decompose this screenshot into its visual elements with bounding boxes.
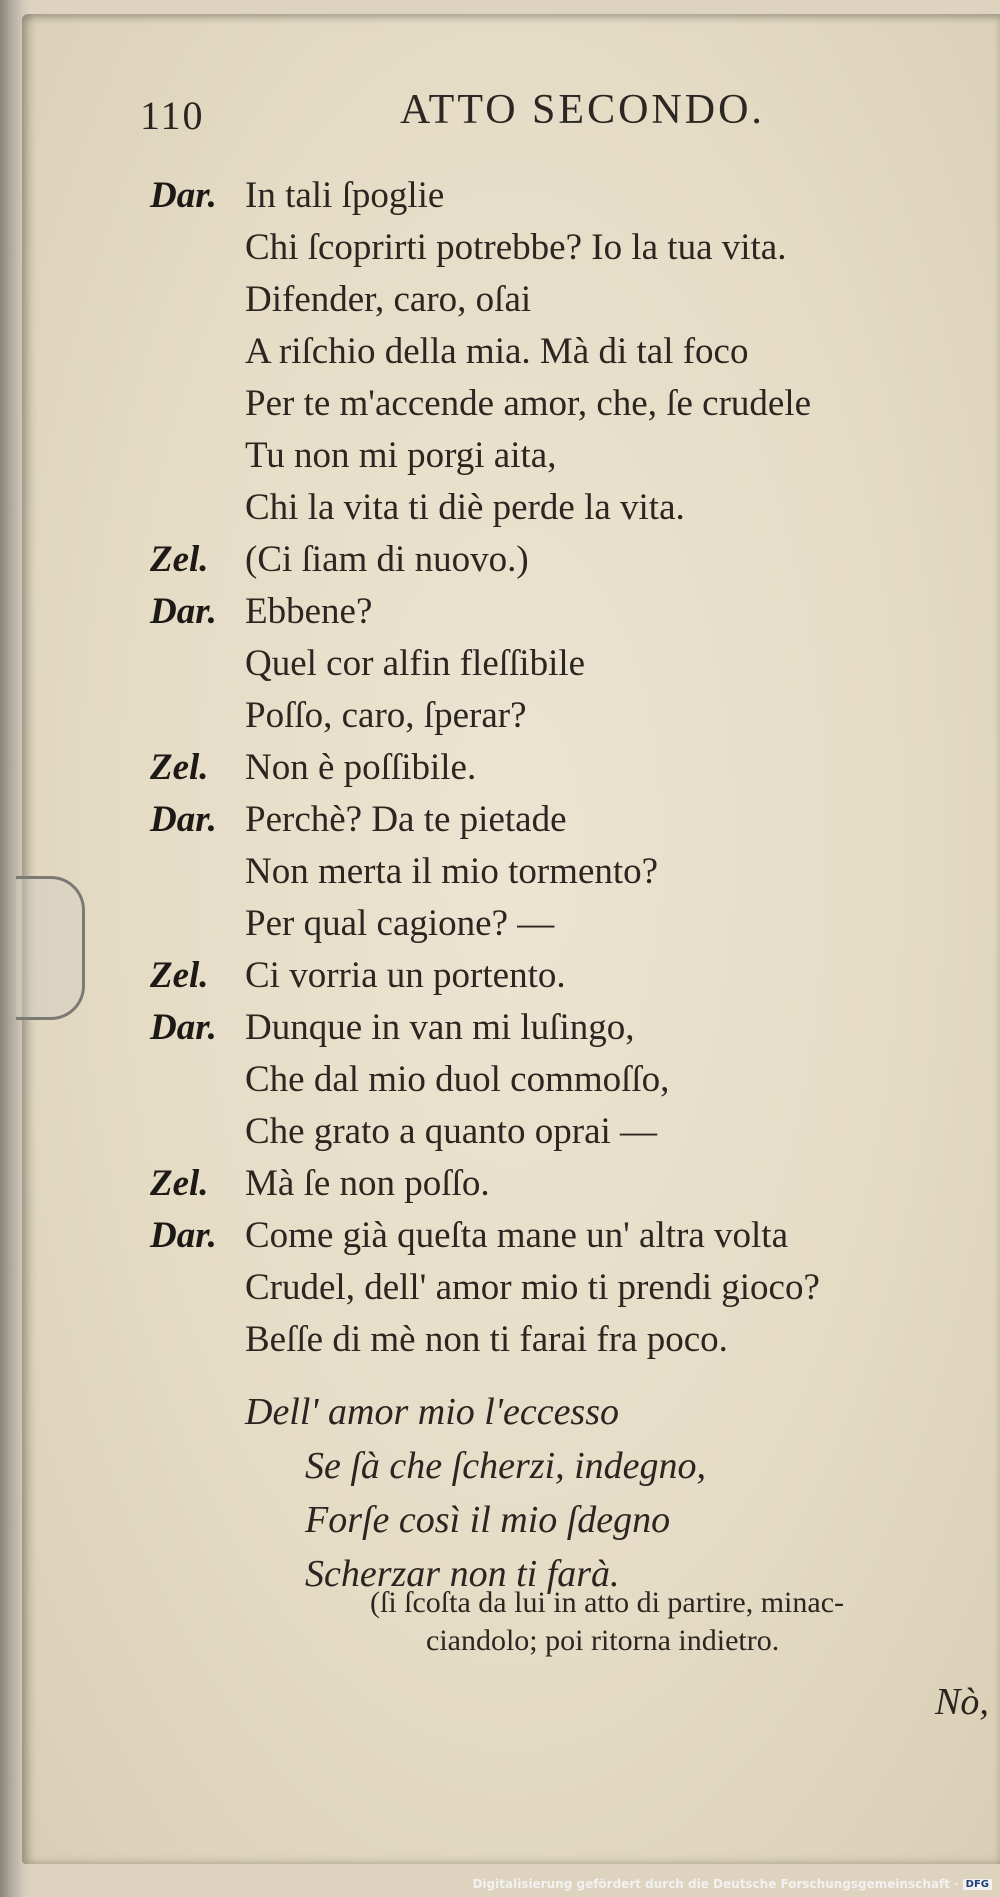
speech-line: Mà ſe non poſſo. [245,1163,490,1204]
speaker-name: Zel. [150,1163,209,1204]
speech-line: Chi ſcoprirti potrebbe? Io la tua vita. [245,227,787,268]
speech-line: Tu non mi porgi aita, [245,435,557,476]
speech-line: Difender, caro, oſai [245,279,532,320]
speech-row [150,586,970,742]
stage-direction [370,1584,844,1660]
speech-line: (Ci ſiam di nuovo.) [245,539,529,580]
speaker-name: Zel. [150,955,209,996]
speaker-name: Dar. [150,1215,217,1256]
speech-line: Che grato a quanto oprai — [245,1111,658,1152]
speech-line: Per te m'accende amor, che, ſe crudele [245,383,812,424]
speech-lines [245,586,970,742]
speech-row [150,1002,970,1158]
speech-row [150,794,970,950]
speech-line: Chi la vita ti diè perde la vita. [245,487,685,528]
aria-verse [245,1385,706,1601]
speaker-name: Zel. [150,747,209,788]
aria-line: Se ſà che ſcherzi, indegno, [305,1445,707,1487]
speech-line: In tali ſpoglie [245,175,445,216]
speech-row [150,1210,970,1366]
aria-line: Dell' amor mio l'eccesso [245,1391,620,1433]
speech-line: Non merta il mio tormento? [245,851,659,892]
speaker-name: Dar. [150,175,217,216]
speech-lines [245,742,970,794]
speaker-name: Dar. [150,1007,217,1048]
speech-line: Ebbene? [245,591,373,632]
dialogue-block [150,170,970,1366]
speech-lines [245,170,970,534]
page-number: 110 [140,93,205,138]
speech-row [150,950,970,1002]
speech-lines [245,1002,970,1158]
stage-direction-line: ciandolo; poi ritorna indietro. [426,1624,780,1657]
speech-line: Come già queſta mane un' altra volta [245,1215,788,1256]
speech-line: Non è poſſibile. [245,747,477,788]
speech-line: Ci vorria un portento. [245,955,566,996]
digitization-footer [472,1877,992,1891]
footer-text: Digitalisierung gefördert durch die Deutsche Forschungsgemeinschaft · [472,1877,959,1891]
speech-line: Quel cor alfin fleſſibile [245,643,586,684]
speech-row [150,742,970,794]
stage-direction-line: (ſi ſcoſta da lui in atto di partire, minac- [370,1586,845,1619]
speech-line: Poſſo, caro, ſperar? [245,695,527,736]
speech-lines [245,534,970,586]
speech-line: Crudel, dell' amor mio ti prendi gioco? [245,1267,820,1308]
speech-lines [245,1158,970,1210]
speech-line: Per qual cagione? — [245,903,555,944]
aria-line: Scherzar non ti farà. [305,1553,620,1595]
speech-row [150,170,970,534]
aria-line: Forſe così il mio ſdegno [305,1499,671,1541]
speaker-name: Dar. [150,591,217,632]
speech-lines [245,794,970,950]
speech-line: A riſchio della mia. Mà di tal foco [245,331,749,372]
bookmark-clip [16,876,85,1020]
speaker-name: Dar. [150,799,217,840]
speech-lines [245,950,970,1002]
speech-line: Dunque in van mi luſingo, [245,1007,635,1048]
running-title: ATTO SECONDO. [400,87,765,133]
speech-lines [245,1210,970,1366]
dfg-logo: DFG [963,1879,992,1890]
speech-line: Beſſe di mè non ti farai fra poco. [245,1319,728,1360]
catchword: Nò, [935,1681,989,1723]
speech-line: Che dal mio duol commoſſo, [245,1059,670,1100]
speech-row [150,1158,970,1210]
page-header [0,72,1000,142]
speech-row [150,534,970,586]
speech-line: Perchè? Da te pietade [245,799,567,840]
speaker-name: Zel. [150,539,209,580]
